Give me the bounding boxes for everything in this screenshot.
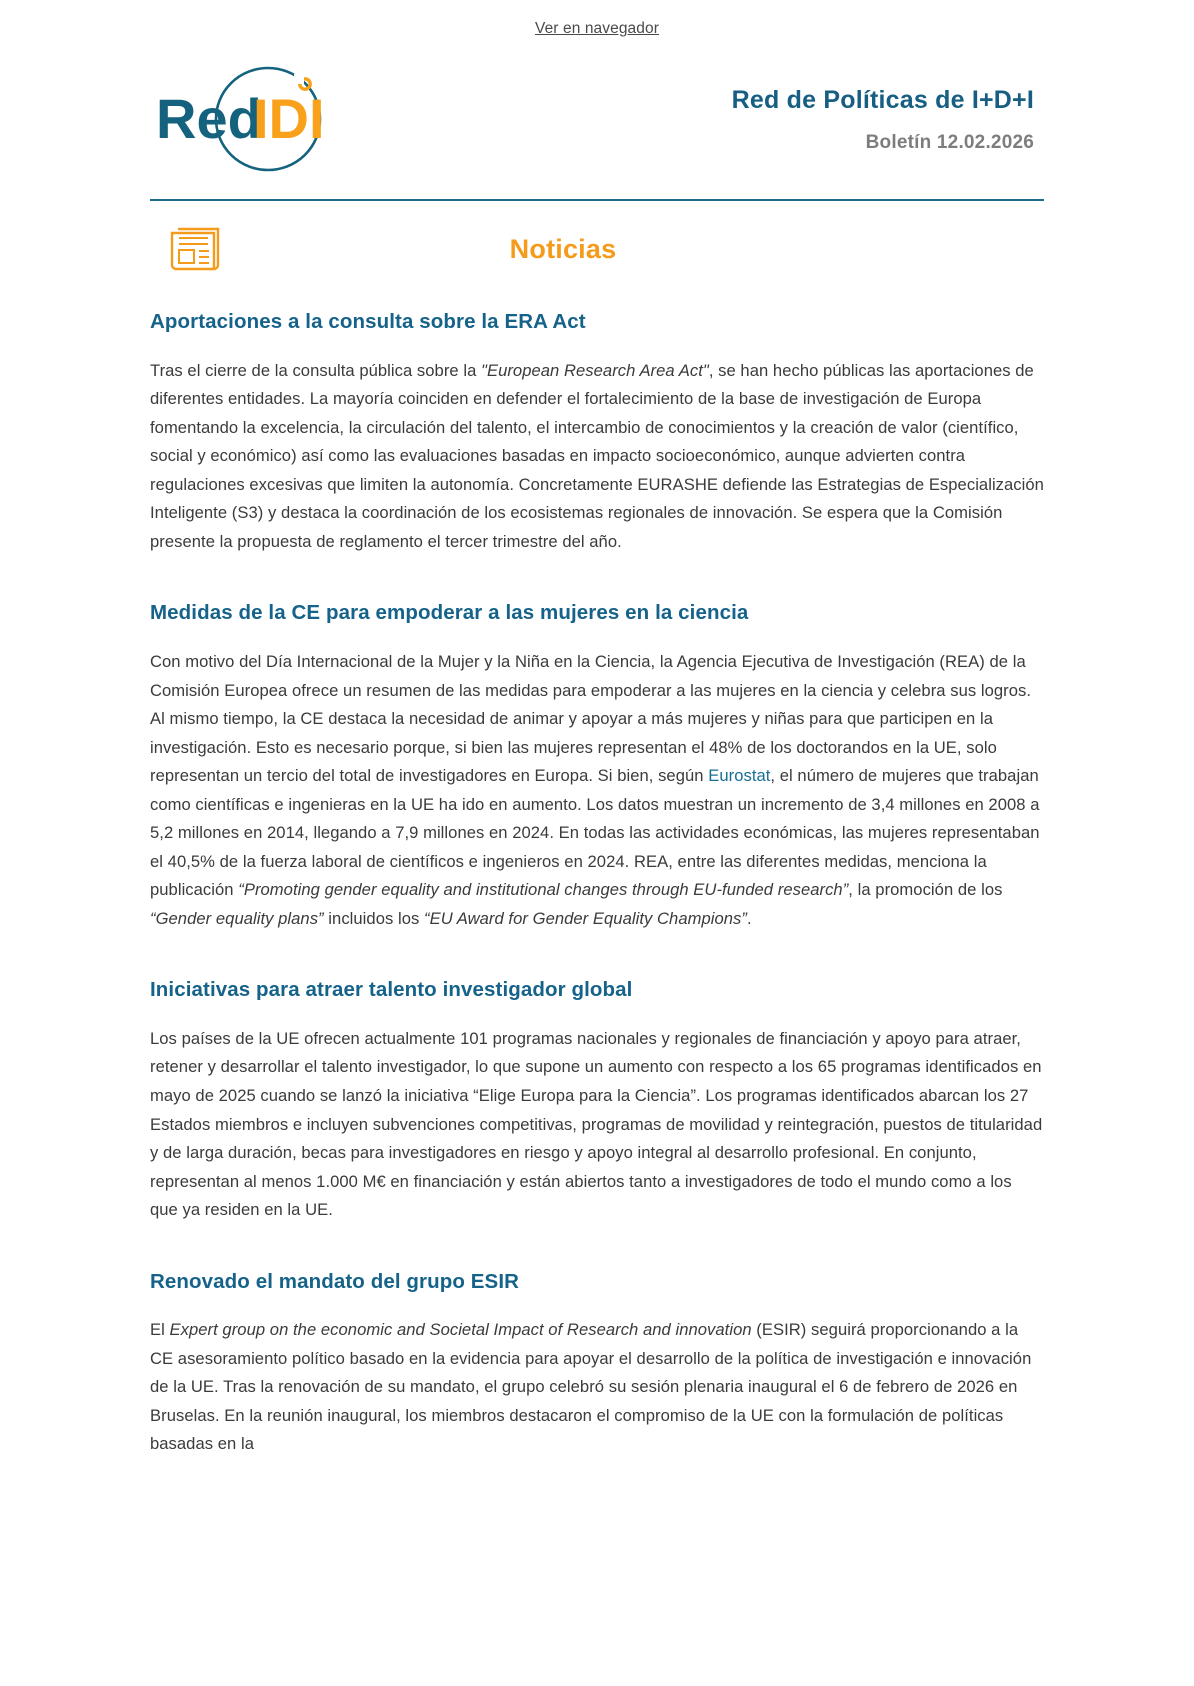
- bulletin-date: Boletín 12.02.2026: [865, 132, 1034, 154]
- article-title: Aportaciones a la consulta sobre la ERA Act: [150, 310, 586, 333]
- article-item: [150, 600, 1044, 933]
- article-title: Renovado el mandato del grupo ESIR: [150, 1269, 520, 1293]
- article-body: Los países de la UE ofrecen actualmente 101 programas nacionales y regionales de financiación y apoyo para atraer, retener y desarrollar el talento investigador, lo que supone un aumento con respecto a los 65 programas identificados en mayo de 2025 cuando se lanzó la iniciativa “Elige Europa para la Ciencia”. Los programas identificados abarcan los 27 Estados miembros e incluyen subvenciones competitivas, programas de movilidad y reintegración, puestos de titularidad y de larga duración, becas para investigadores en riesgo y apoyo integral al desarrollo profesional. En conjunto, representan al menos 1.000 M€ en financiación y están abiertos tanto a investigadores de todo el mundo como a los que ya residen en la UE.: [150, 1028, 1043, 1220]
- preheader: [0, 0, 1194, 48]
- article-title: Medidas de la CE para empoderar a las mujeres en la ciencia: [150, 601, 749, 625]
- svg-text:IDI: IDI: [253, 87, 325, 150]
- brand-title: Red de Políticas de I+D+I: [731, 85, 1034, 114]
- article-item: [150, 1269, 1044, 1459]
- newspaper-icon: [168, 225, 222, 273]
- article-body: El Expert group on the economic and Societal Impact of Research and innovation (ESIR) seguirá proporcionando a la CE asesoramiento político basado en la evidencia para apoyar el desarrollo de la política de investigación e innovación de la UE. Tras la renovación de su mandato, el grupo celebró su sesión plenaria inaugural el 6 de febrero de 2026 en Bruselas. En la reunión inaugural, los miembros destacaron el compromiso de la UE con la formulación de políticas basadas en la: [150, 1320, 1032, 1454]
- view-in-browser-link[interactable]: Ver en navegador: [535, 20, 659, 37]
- article-body: Tras el cierre de la consulta pública sobre la "European Research Area Act", se han hecho públicas las aportaciones de diferentes entidades. La mayoría coinciden en defender el fortalecimiento de la base de investigación de Europa fomentando la excelencia, la circulación del talento, el intercambio de conocimientos y la creación de valor (científico, social y económico) así como las evaluaciones basadas en impacto socioeconómico, aunque advierten contra regulaciones excesivas que limiten la autonomía. Concretamente EURASHE defiende las Estrategias de Especialización Inteligente (S3) y destaca la coordinación de los ecosistemas regionales de innovación. Se espera que la Comisión presente la propuesta de reglamento el tercer trimestre del año.: [150, 360, 1044, 551]
- eurostat-link[interactable]: Eurostat: [708, 766, 771, 786]
- section-title: Noticias: [509, 233, 617, 264]
- article-item: [150, 309, 1044, 556]
- svg-text:Red: Red: [156, 87, 262, 150]
- logo[interactable]: [150, 62, 360, 177]
- section-banner: [0, 201, 1194, 273]
- article-title: Iniciativas para atraer talento investigador global: [150, 978, 633, 1002]
- header-text-block: [732, 85, 1044, 154]
- article-item: [150, 977, 1044, 1224]
- redidi-logo-icon: [150, 62, 360, 177]
- articles-container: [0, 273, 1194, 1479]
- article-body: Con motivo del Día Internacional de la Mujer y la Niña en la Ciencia, la Agencia Ejecutiva de Investigación (REA) de la Comisión Europea ofrece un resumen de las medidas para empoderar a las mujeres en la ciencia y celebra sus logros. Al mismo tiempo, la CE destaca la necesidad de animar y apoyar a más mujeres y niñas para que participen en la investigación. Esto es necesario porque, si bien las mujeres representan el 48% de los doctorandos en la UE, solo representan un tercio del total de investigadores en Europa. Si bien, según Eurostat, el número de mujeres que trabajan como científicas e ingenieras en la UE ha ido en aumento. Los datos muestran un incremento de 3,4 millones en 2008 a 5,2 millones en 2014, llegando a 7,9 millones en 2024. En todas las actividades económicas, las mujeres representaban el 40,5% de la fuerza laboral de científicos e ingenieros en 2024. REA, entre las diferentes medidas, menciona la publicación “Promoting gender equality and institutional changes through EU-funded research”, la promoción de los “Gender equality plans” incluidos los “EU Award for Gender Equality Champions”.: [150, 651, 1040, 928]
- email-header: [0, 48, 1194, 177]
